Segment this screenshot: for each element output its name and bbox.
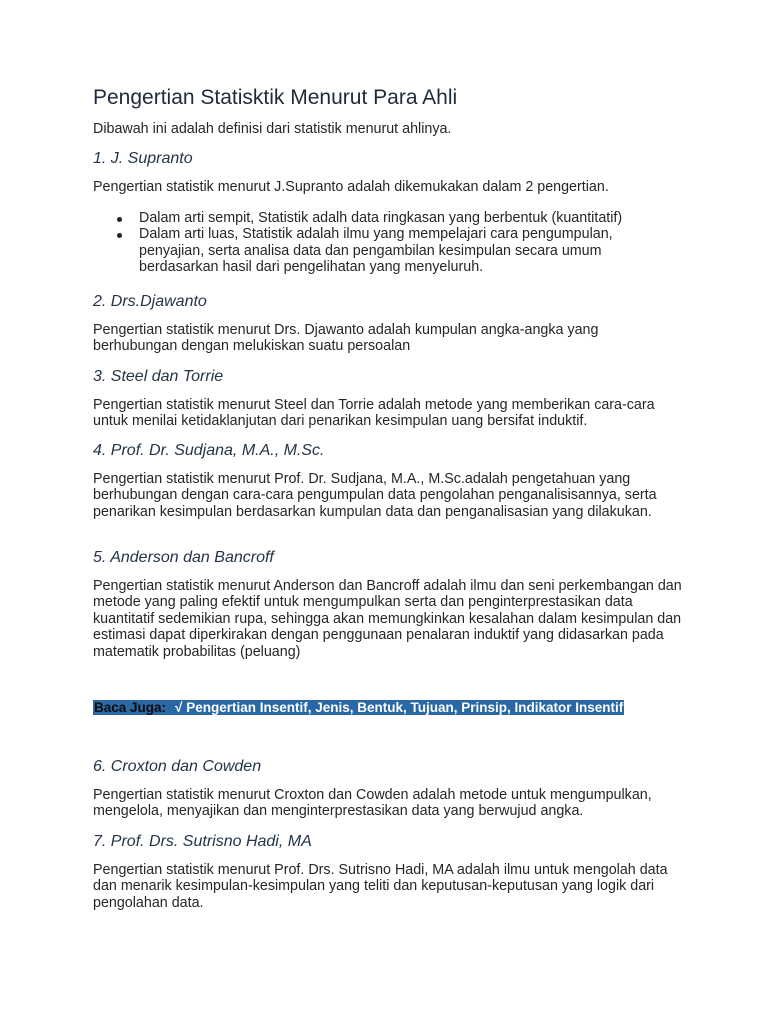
page-title: Pengertian Statisktik Menurut Para Ahli xyxy=(93,86,458,109)
list-item xyxy=(93,210,653,226)
section-heading-2: 2. Drs.Djawanto xyxy=(93,293,207,310)
section-text-7: Pengertian statistik menurut Prof. Drs. Sutrisno Hadi, MA adalah ilmu untuk mengolah data dan menarik kesimpulan-kesimpulan yang teliti dan keputusan-keputusan yang logik dari pengolahan data. xyxy=(93,862,668,911)
baca-juga-link[interactable]: √ Pengertian Insentif, Jenis, Bentuk, Tujuan, Prinsip, Indikator Insentif xyxy=(167,700,624,715)
section-text-5: Pengertian statistik menurut Anderson dan Bancroff adalah ilmu dan seni perkembangan dan metode yang paling efektif untuk mengumpulkan serta dan penginterprestasikan data kuantitatif sedemikian rupa, sehingga akan memungkinkan kesalahan dalam kesimpulan dan estimasi dapat diperkirakan dengan penggunaan penalaran induktif yang didasarkan pada matematik probabilitas (peluang) xyxy=(93,578,682,660)
list-item-text: Dalam arti sempit, Statistik adalh data ringkasan yang berbentuk (kuantitatif) xyxy=(139,210,623,226)
section-text-2: Pengertian statistik menurut Drs. Djawanto adalah kumpulan angka-angka yang berhubungan dengan melukiskan suatu persoalan xyxy=(93,322,599,355)
section-heading-4: 4. Prof. Dr. Sudjana, M.A., M.Sc. xyxy=(93,442,325,459)
section-text-3: Pengertian statistik menurut Steel dan Torrie adalah metode yang memberikan cara-cara untuk menilai ketidaklanjutan dari penarikan kesimpulan uang bersifat induktif. xyxy=(93,397,655,430)
list-item xyxy=(93,226,653,275)
bullet-icon xyxy=(117,233,122,238)
section-text-1: Pengertian statistik menurut J.Supranto adalah dikemukakan dalam 2 pengertian. xyxy=(93,179,609,195)
list-item-text: Dalam arti luas, Statistik adalah ilmu yang mempelajari cara pengumpulan, penyajian, serta analisa data dan pengambilan kesimpulan secara umum berdasarkan hasil dari pengelihatan yang menyeluruh. xyxy=(139,226,613,276)
section-heading-6: 6. Croxton dan Cowden xyxy=(93,758,262,775)
section-heading-5: 5. Anderson dan Bancroff xyxy=(93,549,274,566)
section-heading-7: 7. Prof. Drs. Sutrisno Hadi, MA xyxy=(93,833,312,850)
section-text-6: Pengertian statistik menurut Croxton dan Cowden adalah metode untuk mengumpulkan, mengelola, menyajikan dan menginterprestasikan data yang berwujud angka. xyxy=(93,787,652,820)
bullet-list xyxy=(93,210,653,276)
baca-juga-banner xyxy=(93,699,624,717)
section-text-4: Pengertian statistik menurut Prof. Dr. Sudjana, M.A., M.Sc.adalah pengetahuan yang berhubungan dengan cara-cara pengumpulan data pengolahan penganalisisannya, serta penarikan kesimpulan berdasarkan kumpulan data dan penganalisasian yang dilakukan. xyxy=(93,471,657,520)
intro-text: Dibawah ini adalah definisi dari statistik menurut ahlinya. xyxy=(93,121,452,137)
section-heading-3: 3. Steel dan Torrie xyxy=(93,368,224,385)
bullet-icon xyxy=(117,217,122,222)
baca-juga-label: Baca Juga: xyxy=(94,700,167,715)
section-heading-1: 1. J. Supranto xyxy=(93,150,193,167)
